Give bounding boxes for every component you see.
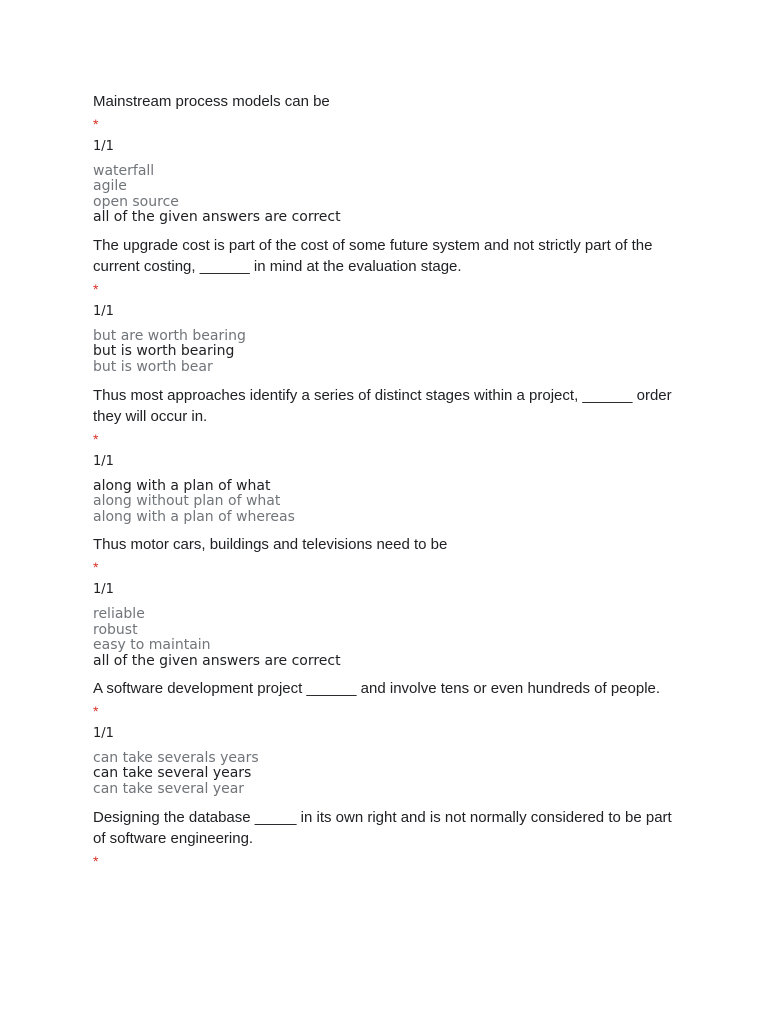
- question-text: Thus motor cars, buildings and televisions need to be: [93, 536, 448, 554]
- answer-options: [93, 479, 675, 526]
- answer-options: [93, 164, 675, 226]
- answer-option-selected: can take several years: [93, 765, 252, 782]
- answer-options: [93, 751, 675, 798]
- answer-option: robust: [93, 621, 138, 638]
- question-text: Thus most approaches identify a series of distinct stages within a project, ______ order they will occur in.: [93, 386, 672, 426]
- answer-option-selected: along with a plan of what: [93, 477, 271, 494]
- answer-option-selected: but is worth bearing: [93, 343, 235, 360]
- question-6: [93, 807, 675, 870]
- required-asterisk: *: [93, 558, 99, 575]
- required-asterisk: *: [93, 702, 99, 719]
- answer-option: easy to maintain: [93, 637, 211, 654]
- question-text: A software development project ______ and involve tens or even hundreds of people.: [93, 680, 661, 698]
- answer-option: but are worth bearing: [93, 327, 246, 344]
- question-score: 1/1: [93, 725, 114, 741]
- question-text: The upgrade cost is part of the cost of some future system and not strictly part of the current costing, ______ in mind at the evaluation stage.: [93, 236, 653, 276]
- question-text: Designing the database _____ in its own right and is not normally considered to be part of software engineering.: [93, 808, 672, 848]
- answer-option: along with a plan of whereas: [93, 508, 295, 525]
- answer-option: open source: [93, 193, 179, 210]
- required-asterisk: *: [93, 852, 99, 869]
- question-score: 1/1: [93, 138, 114, 154]
- question-4: [93, 534, 675, 669]
- answer-option: waterfall: [93, 162, 155, 179]
- question-5: [93, 678, 675, 797]
- answer-option: agile: [93, 178, 127, 195]
- answer-option: but is worth bear: [93, 359, 213, 376]
- answer-options: [93, 329, 675, 376]
- question-3: [93, 385, 675, 526]
- question-score: 1/1: [93, 303, 114, 319]
- answer-option: reliable: [93, 605, 145, 622]
- question-score: 1/1: [93, 581, 114, 597]
- question-1: [93, 91, 675, 226]
- question-score: 1/1: [93, 453, 114, 469]
- answer-option-selected: all of the given answers are correct: [93, 209, 341, 226]
- question-text: Mainstream process models can be: [93, 93, 330, 110]
- required-asterisk: *: [93, 430, 99, 447]
- answer-option: can take severals years: [93, 749, 259, 766]
- answer-option-selected: all of the given answers are correct: [93, 652, 341, 669]
- answer-option: can take several year: [93, 781, 245, 797]
- answer-options: [93, 607, 675, 669]
- answer-option: along without plan of what: [93, 493, 281, 510]
- question-2: [93, 235, 675, 376]
- required-asterisk: *: [93, 280, 99, 297]
- required-asterisk: *: [93, 115, 99, 132]
